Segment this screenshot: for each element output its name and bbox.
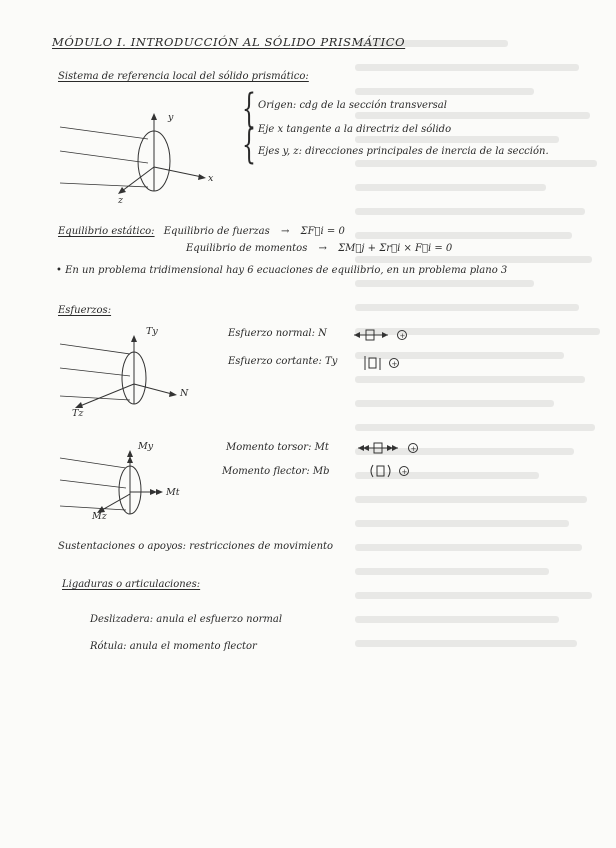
tz-label: Tz [72, 408, 84, 419]
equilibrium-heading-row [58, 226, 345, 238]
x-axis-line [154, 167, 202, 177]
tz-vector-line [80, 384, 134, 406]
reference-item-origin: Origen: cdg de la sección transversal [258, 100, 447, 111]
x-axis-arrow [198, 174, 206, 180]
z-axis-label: z [118, 195, 124, 206]
reference-item-yz-axes: Ejes y, z: direcciones principales de inercia de la sección. [258, 146, 549, 157]
ty-label: Ty [146, 326, 158, 337]
solid-edge-bottom [60, 183, 148, 187]
z-axis-arrow [118, 187, 126, 194]
mz-label: Mz [92, 511, 107, 522]
joint-sliding: Deslizadera: anula el esfuerzo normal [90, 614, 283, 625]
mt-vector-arrow [156, 489, 163, 495]
ty-vector-arrow [131, 335, 137, 342]
my-vector-arrow [127, 450, 133, 457]
joints-heading: Ligaduras o articulaciones: [62, 579, 201, 590]
svg-text:+: + [401, 468, 408, 476]
mt-label: Mt [166, 487, 180, 498]
z-axis-line [122, 167, 154, 191]
y-axis-label: y [168, 112, 174, 123]
solid-edge-top [60, 127, 148, 139]
joint-ball: Rótula: anula el momento flector [90, 641, 257, 652]
force-solid-edge-mid [60, 368, 130, 376]
moments-row [186, 243, 452, 255]
shear-effort: Esfuerzo cortante: Ty [228, 356, 338, 367]
left-brace: { [242, 86, 256, 132]
equilibrium-note: • En un problema tridimensional hay 6 ecuaciones de equilibrio, en un problema plano 3 [56, 265, 508, 276]
moments-arrow: → [318, 243, 327, 254]
svg-text:+: + [410, 445, 417, 453]
forces-equation: ΣF⃗i = 0 [300, 226, 345, 237]
mz-vector-line [102, 494, 130, 510]
n-label: N [180, 388, 189, 399]
equilibrium-heading: Equilibrio estático: [58, 226, 155, 237]
solid-edge-mid [60, 151, 148, 163]
forces-label: Equilibrio de fuerzas [163, 226, 270, 237]
torsion-moment-symbol [356, 440, 426, 456]
n-vector-arrow [169, 391, 177, 397]
shear-effort-symbol [362, 355, 412, 371]
y-axis-arrow [151, 113, 157, 120]
supports-heading: Sustentaciones o apoyos: restricciones de movimiento [58, 541, 334, 552]
n-vector-line [134, 384, 172, 394]
svg-text:+: + [399, 332, 406, 340]
bending-moment-symbol [368, 463, 418, 479]
reference-axes-figure [60, 105, 230, 215]
moments-label: Equilibrio de momentos [186, 243, 308, 254]
mt-vector-arrow-double [150, 489, 157, 495]
reference-item-x-axis: Eje x tangente a la directriz del sólido [258, 124, 452, 135]
my-vector-arrow-double [127, 456, 133, 463]
svg-text:+: + [391, 360, 398, 368]
efforts-heading: Esfuerzos: [58, 305, 112, 316]
left-brace-lower: { [242, 122, 256, 168]
x-axis-label: x [208, 173, 214, 184]
torsion-moment: Momento torsor: Mt [226, 442, 329, 453]
moments-equation: ΣM⃗j + Σr⃗i × F⃗i = 0 [338, 243, 453, 254]
moment-solid-edge-bottom [60, 506, 126, 510]
my-label: My [138, 441, 154, 452]
page-title: MÓDULO I. INTRODUCCIÓN AL SÓLIDO PRISMÁTICO [52, 35, 406, 49]
reference-system-heading: Sistema de referencia local del sólido prismático: [58, 71, 309, 82]
normal-effort: Esfuerzo normal: N [228, 328, 327, 339]
normal-effort-symbol [352, 327, 412, 343]
bending-moment: Momento flector: Mb [222, 466, 330, 477]
moment-solid-edge-top [60, 458, 126, 468]
moment-solid-edge-mid [60, 480, 126, 488]
forces-arrow: → [280, 226, 290, 237]
force-solid-edge-top [60, 344, 130, 354]
